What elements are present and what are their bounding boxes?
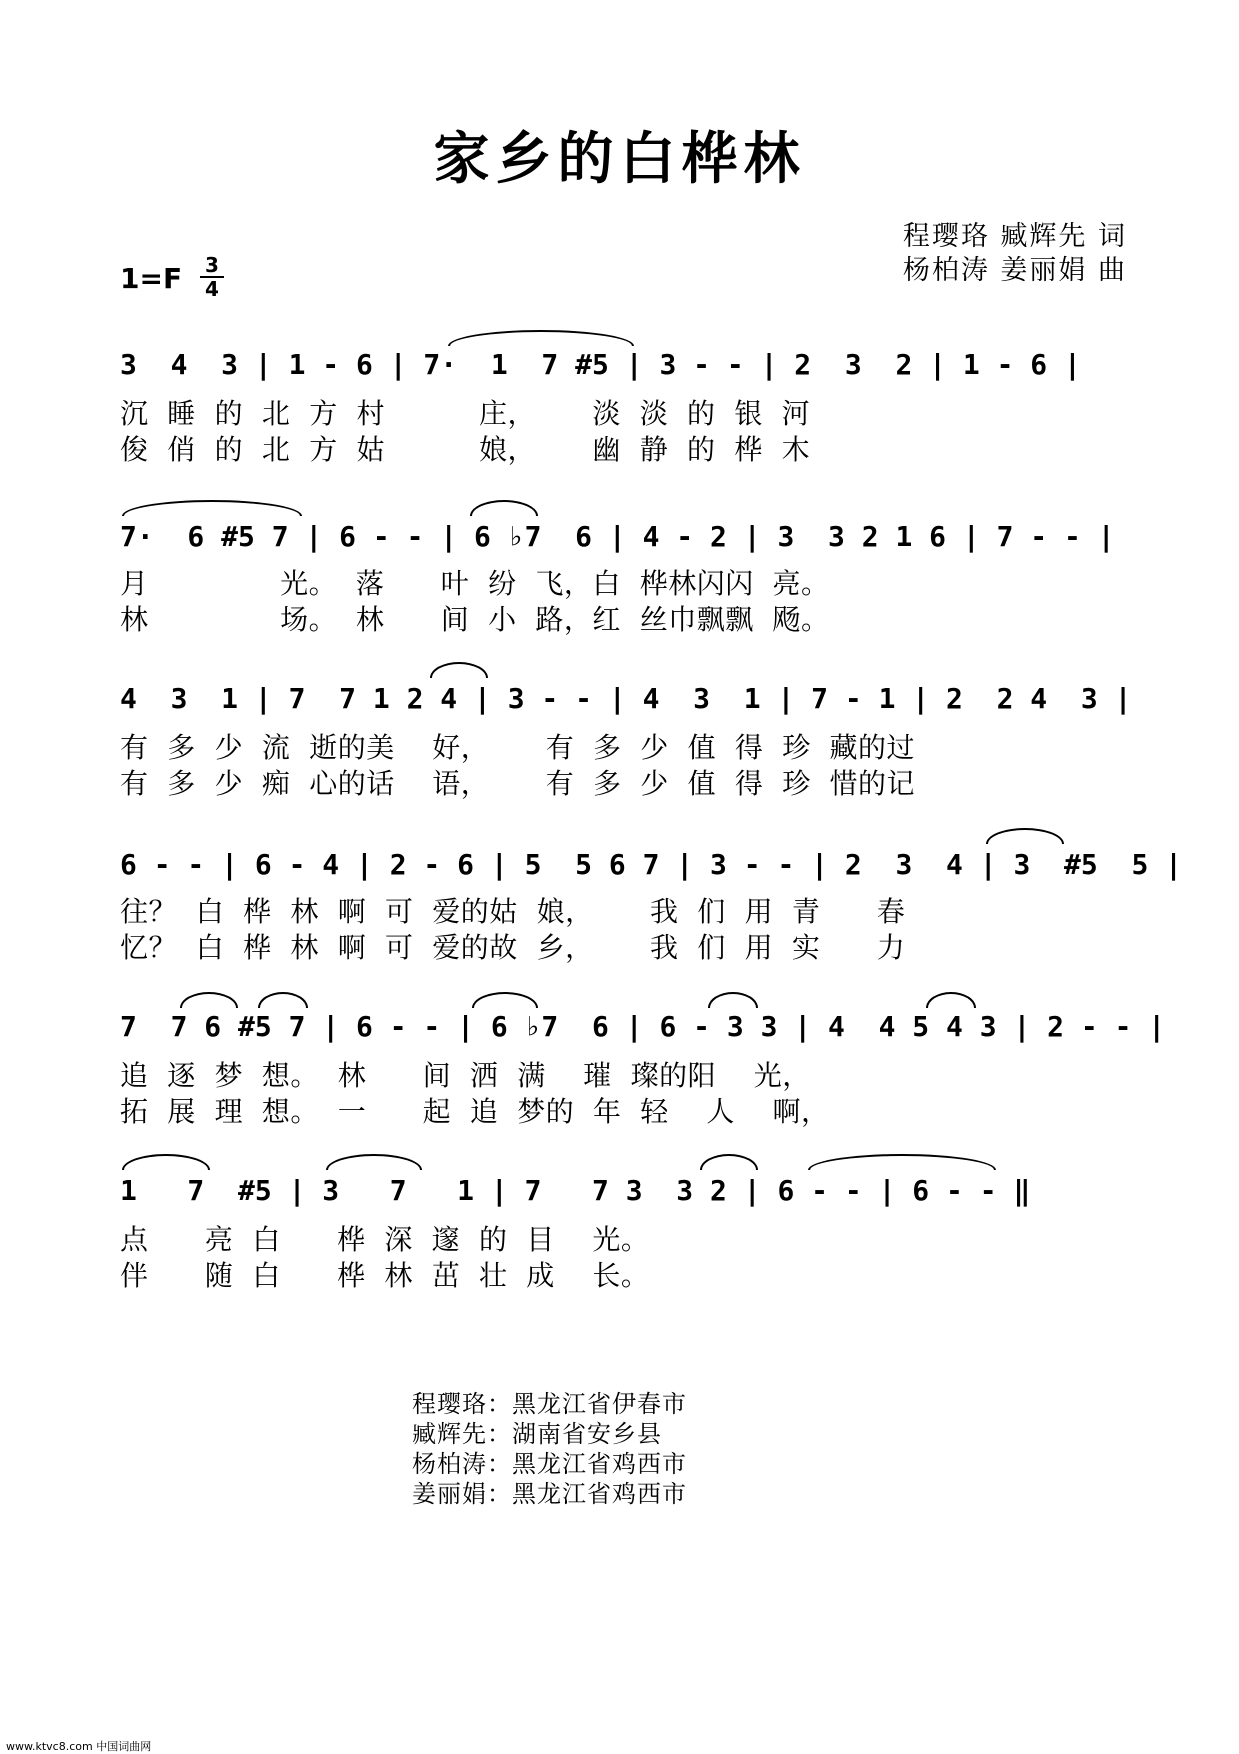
system-4-lyrics-verse-1: 往？ 白 桦 林 啊 可 爱的姑 娘， 我 们 用 青 春 [120, 895, 906, 928]
slur-mark [448, 330, 634, 346]
meter-numerator: 3 [205, 253, 219, 277]
system-3-lyrics-verse-2: 有 多 少 痴 心的话 语， 有 多 少 值 得 珍 惜的记 [120, 767, 916, 800]
slur-mark [122, 500, 302, 516]
system-6-lyrics-verse-2: 伴 随 白 桦 林 茁 壮 成 长。 [120, 1259, 650, 1292]
slur-mark [180, 992, 238, 1008]
slur-mark [472, 992, 538, 1008]
slur-mark [700, 1154, 758, 1170]
time-signature [200, 254, 224, 300]
composers-credit: 杨柏涛 姜丽娟 曲 [902, 255, 1127, 286]
meter-denominator: 4 [200, 276, 224, 300]
site-watermark: www.ktvc8.com 中国词曲网 [6, 1740, 152, 1753]
key-signature: 1=F [120, 262, 183, 295]
slur-mark [808, 1154, 996, 1170]
system-4-lyrics-verse-2: 忆？ 白 桦 林 啊 可 爱的故 乡， 我 们 用 实 力 [120, 931, 906, 964]
system-5-lyrics-verse-2: 拓 展 理 想。 一 起 追 梦的 年 轻 人 啊， [120, 1095, 830, 1128]
slur-mark [430, 662, 488, 678]
author-note-3: 杨柏涛：黑龙江省鸡西市 [412, 1450, 687, 1478]
system-2-lyrics-verse-1: 月 光。 落 叶 纷 飞，白 桦林闪闪 亮。 [120, 567, 830, 600]
author-note-1: 程璎珞：黑龙江省伊春市 [412, 1390, 687, 1418]
song-title: 家乡的白桦林 [433, 126, 806, 192]
system-1-lyrics-verse-2: 俊 俏 的 北 方 姑 娘， 幽 静 的 桦 木 [120, 433, 811, 466]
system-2-lyrics-verse-2: 林 场。 林 间 小 路，红 丝巾飘飘 飏。 [120, 603, 830, 636]
slur-mark [986, 828, 1064, 844]
slur-mark [122, 1154, 210, 1170]
system-5-notes: 7 7 6 #5 7 | 6 - - | 6 ♭7 6 | 6 - 3 3 | 4 4 5 4 3 | 2 - - | [120, 1010, 1166, 1043]
slur-mark [708, 992, 758, 1008]
system-3-notes: 4 3 1 | 7 7 1 2 4 | 3 - - | 4 3 1 | 7 - 1 | 2 2 4 3 | [120, 682, 1132, 715]
author-note-4: 姜丽娟：黑龙江省鸡西市 [412, 1480, 687, 1508]
system-3-lyrics-verse-1: 有 多 少 流 逝的美 好， 有 多 少 值 得 珍 藏的过 [120, 731, 916, 764]
author-note-2: 臧辉先：湖南省安乡县 [412, 1420, 662, 1448]
system-1-lyrics-verse-1: 沉 睡 的 北 方 村 庄， 淡 淡 的 银 河 [120, 397, 811, 430]
slur-mark [470, 500, 538, 516]
system-6-lyrics-verse-1: 点 亮 白 桦 深 邃 的 目 光。 [120, 1223, 650, 1256]
slur-mark [258, 992, 308, 1008]
lyricists-credit: 程璎珞 臧辉先 词 [902, 221, 1127, 252]
slur-mark [926, 992, 976, 1008]
system-4-notes: 6 - - | 6 - 4 | 2 - 6 | 5 5 6 7 | 3 - - | 2 3 4 | 3 #5 5 | [120, 848, 1183, 881]
slur-mark [326, 1154, 422, 1170]
system-6-notes: 1 7 #5 | 3 7 1 | 7 7 3 3 2 | 6 - - | 6 - - ‖ [120, 1174, 1031, 1207]
system-2-notes: 7· 6 #5 7 | 6 - - | 6 ♭7 6 | 4 - 2 | 3 3 2 1 6 | 7 - - | [120, 520, 1115, 553]
system-5-lyrics-verse-1: 追 逐 梦 想。 林 间 洒 满 璀 璨的阳 光， [120, 1059, 811, 1092]
system-1-notes: 3 4 3 | 1 - 6 | 7· 1 7 #5 | 3 - - | 2 3 2 | 1 - 6 | [120, 348, 1081, 381]
